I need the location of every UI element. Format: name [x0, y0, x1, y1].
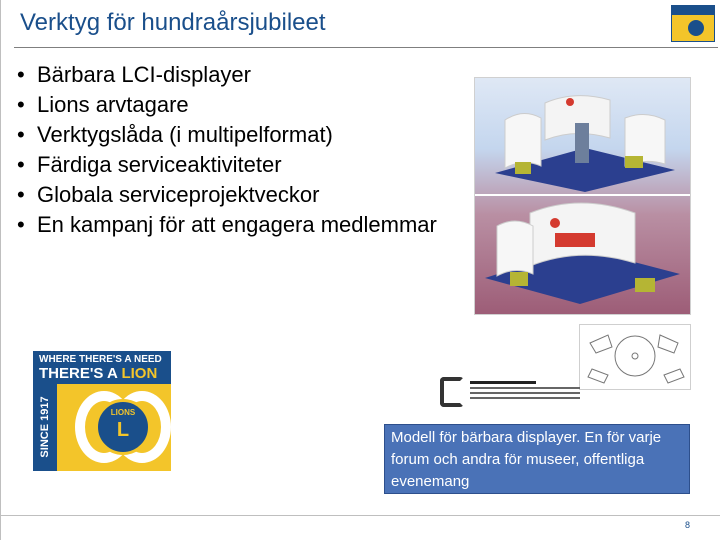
bullet-item: • Färdiga serviceaktiviteter — [17, 150, 437, 180]
bullet-item: • Verktygslåda (i multipelformat) — [17, 120, 437, 150]
plan-panel — [658, 335, 678, 353]
booth-seat — [510, 272, 528, 286]
bullet-item: • Lions arvtagare — [17, 90, 437, 120]
logo-line-2-text: THERE'S A — [39, 365, 122, 382]
company-fine-print — [470, 381, 580, 402]
logo-line-2 — [39, 365, 157, 382]
slide-frame-edge — [0, 0, 1, 540]
logo-line-2-highlight: LION — [121, 365, 158, 382]
booth-seat — [635, 278, 655, 292]
logo-banner — [33, 351, 171, 384]
emblem-letter: L — [116, 419, 130, 441]
booth-side-panel — [505, 113, 541, 168]
plan-panel — [664, 369, 684, 383]
plan-panel — [590, 335, 612, 353]
plan-panel — [588, 369, 608, 383]
booth-floor-plan — [579, 324, 691, 390]
fine-print-line — [470, 397, 580, 399]
title-divider — [14, 47, 718, 48]
plan-circle — [615, 336, 655, 376]
footer-divider — [0, 515, 720, 516]
booth-seat — [625, 156, 643, 168]
booth-side-panel — [497, 221, 533, 276]
centennial-logo — [33, 351, 171, 471]
display-caption: Modell för bärbara displayer. En för varje forum och andra för museer, offentliga evenemang — [384, 424, 690, 494]
booth-logo-icon — [566, 98, 574, 106]
plan-center — [632, 353, 638, 359]
floor-plan-drawing — [580, 325, 690, 389]
exhibit-company-logo — [438, 375, 588, 413]
fine-print-line — [470, 387, 580, 389]
booth-logo-icon — [550, 218, 560, 228]
booth-banner — [555, 233, 595, 247]
lions-emblem-icon — [686, 18, 706, 38]
booth-illustration — [475, 78, 690, 314]
image-divider — [475, 194, 690, 196]
logo-since-text: SINCE 1917 — [39, 396, 51, 458]
display-booth-rendering — [474, 77, 691, 315]
booth-seat — [515, 162, 531, 174]
lions-emblem-icon — [95, 399, 151, 455]
company-logo-icon — [440, 377, 464, 407]
bullet-item: • En kampanj för att engagera medlemmar — [17, 210, 437, 240]
slide-title: Verktyg för hundraårsjubileet — [20, 9, 326, 36]
fine-print-line — [470, 392, 580, 394]
logo-banner — [672, 6, 714, 15]
emblem-word: LIONS — [110, 408, 136, 417]
centennial-logo-small — [671, 5, 715, 42]
fine-print-line — [470, 381, 536, 384]
booth-stand — [575, 123, 589, 163]
bullet-item: • Globala serviceprojektveckor — [17, 180, 437, 210]
bullet-item: • Bärbara LCI-displayer — [17, 60, 437, 90]
bullet-list — [17, 60, 437, 240]
page-number: 8 — [684, 520, 690, 530]
logo-line-1: WHERE THERE'S A NEED — [39, 354, 162, 365]
